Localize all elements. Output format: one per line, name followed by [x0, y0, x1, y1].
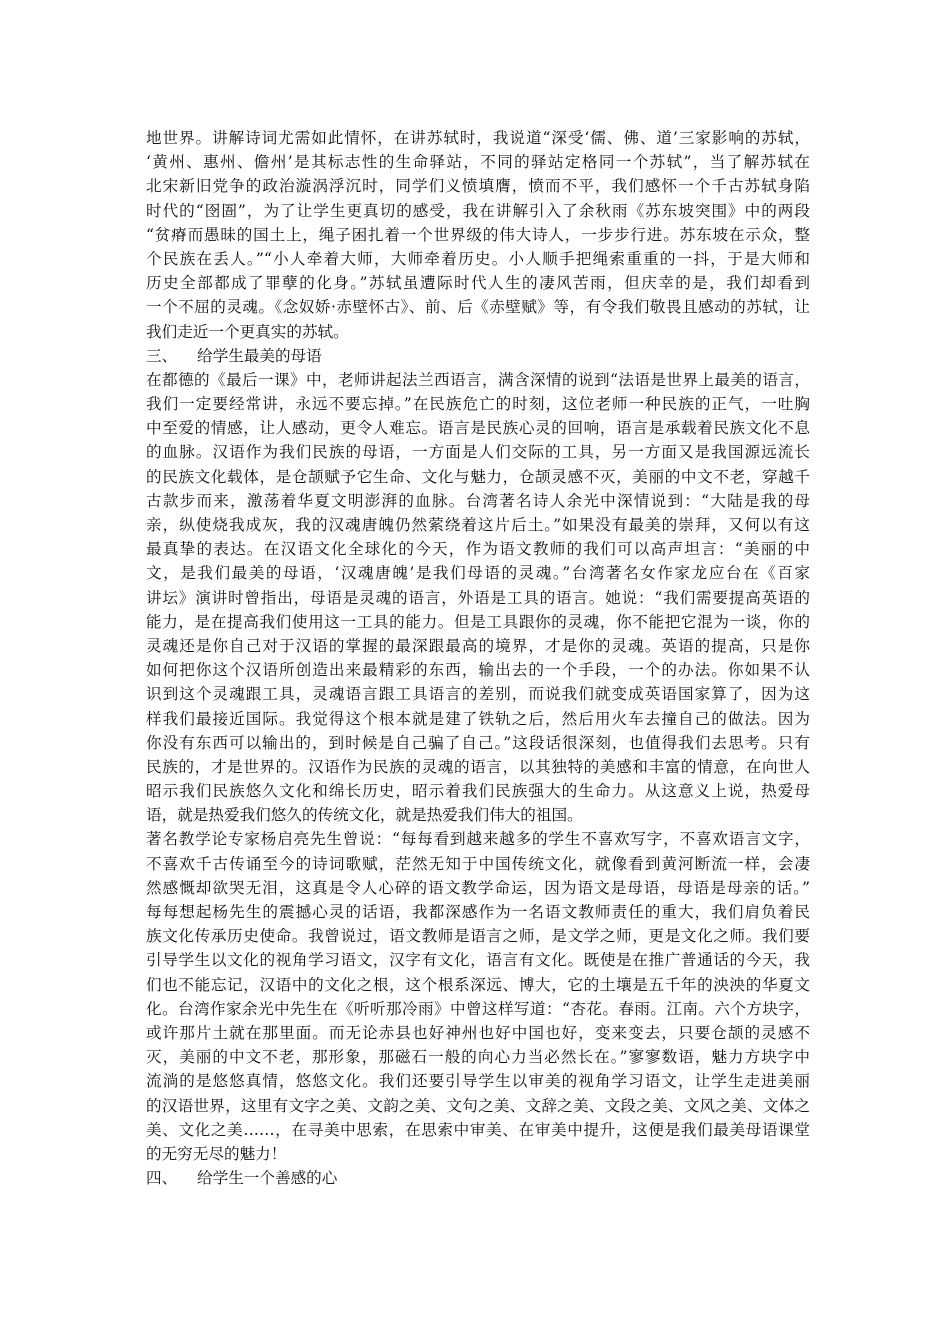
- text-line: 的汉语世界，这里有文字之美、文韵之美、文句之美、文辞之美、文段之美、文风之美、文体之: [146, 1096, 810, 1115]
- document-page: [146, 126, 810, 1190]
- text-line: 亲，纵使烧我成灰，我的汉魂唐魄仍然萦绕着这片后土。”如果没有最美的崇拜，又何以有这: [146, 516, 810, 534]
- text-line: 一个不屈的灵魂。《念奴娇·赤壁怀古》、前、后《赤壁赋》等，有令我们敬畏且感动的苏轼，让: [146, 298, 810, 317]
- text-line: “贫瘠而愚昧的国土上，绳子困扎着一个世界级的伟大诗人，一步步行进。苏东坡在示众，整: [146, 225, 810, 244]
- text-line: 时代的“囹圄”，为了让学生更真切的感受，我在讲解引入了余秋雨《苏东坡突围》中的两段: [146, 201, 810, 220]
- text-line: 古款步而来，激荡着华夏文明澎湃的血脉。台湾著名诗人余光中深情说到：“大陆是我的母: [146, 491, 810, 510]
- text-line: 你没有东西可以输出的，到时候是自己骗了自己。”这段话很深刻，也值得我们去思考。只有: [146, 733, 810, 752]
- text-line: 灭，美丽的中文不老，那形象，那磁石一般的向心力当必然长在。”寥寥数语，魅力方块字中: [146, 1048, 810, 1067]
- text-line: 如何把你这个汉语所创造出来最精彩的东西，输出去的一个手段，一个的办法。你如果不认: [146, 661, 810, 680]
- text-line: 不喜欢千古传诵至今的诗词歌赋，茫然无知于中国传统文化，就像看到黄河断流一样，会凄: [146, 854, 810, 873]
- text-line: 语，就是热爱我们悠久的传统文化，就是热爱我们伟大的祖国。: [146, 806, 583, 825]
- text-line: 美、文化之美……，在寻美中思索，在思索中审美、在审美中提升，这便是我们最美母语课堂: [146, 1120, 810, 1139]
- body-paragraph: [146, 126, 810, 344]
- text-line: 化。台湾作家余光中先生在《听听那冷雨》中曾这样写道：“杏花。春雨。江南。六个方块字，: [146, 999, 810, 1018]
- text-line: 或许那片土就在那里面。而无论赤县也好神州也好中国也好，变来变去，只要仓颉的灵感不: [146, 1023, 810, 1042]
- text-line: 我们走近一个更真实的苏轼。: [146, 322, 349, 341]
- text-line: 能力，是在提高我们使用这一工具的能力。但是工具跟你的灵魂，你不能把它混为一谈，你的: [146, 612, 810, 631]
- heading-line: 三、 给学生最美的母语: [146, 346, 322, 365]
- text-line: 识到这个灵魂跟工具，灵魂语言跟工具语言的差别，而说我们就变成英语国家算了，因为这: [146, 685, 810, 704]
- text-line: 引导学生以文化的视角学习语文，汉字有文化，语言有文化。既使是在推广普通话的今天，我: [146, 951, 810, 970]
- text-line: 的血脉。汉语作为我们民族的母语，一方面是人们交际的工具，另一方面又是我国源远流长: [146, 443, 810, 462]
- text-line: 历史全部都成了罪孽的化身。”苏轼虽遭际时代人生的凄风苦雨，但庆幸的是，我们却看到: [146, 274, 810, 293]
- text-line: 民族的，才是世界的。汉语作为民族的灵魂的语言，以其独特的美感和丰富的情意，在向世人: [146, 757, 810, 776]
- text-line: 灵魂还是你自己对于汉语的掌握的最深跟最高的境界，才是你的灵魂。英语的提高，只是你: [146, 636, 810, 655]
- text-line: ‘黄州、惠州、儋州’是其标志性的生命驿站，不同的驿站定格同一个苏轼”，当了解苏轼在: [146, 153, 810, 172]
- text-line: 北宋新旧党争的政治漩涡浮沉时，同学们义愤填膺，愤而不平，我们感怀一个千古苏轼身陷: [146, 177, 810, 196]
- text-line: 文，是我们最美的母语，‘汉魂唐魄’是我们母语的灵魂。”台湾著名女作家龙应台在《百家: [146, 564, 810, 583]
- text-line: 流淌的是悠悠真情，悠悠文化。我们还要引导学生以审美的视角学习语文，让学生走进美丽: [146, 1072, 810, 1091]
- text-line: 著名教学论专家杨启亮先生曾说：“每每看到越来越多的学生不喜欢写字，不喜欢语言文字，: [146, 830, 810, 849]
- heading-line: 四、 给学生一个善感的心: [146, 1169, 338, 1188]
- text-line: 们也不能忘记，汉语中的文化之根，这个根系深远、博大，它的土壤是五千年的泱泱的华夏文: [146, 975, 810, 994]
- text-line: 昭示我们民族悠久文化和绵长历史，昭示着我们民族强大的生命力。从这意义上说，热爱母: [146, 782, 810, 801]
- text-line: 族文化传承历史使命。我曾说过，语文教师是语言之师，是文学之师，更是文化之师。我们要: [146, 927, 810, 946]
- text-line: 个民族在丢人。”“小人牵着大师，大师牵着历史。小人顺手把绳索重重的一抖，于是大师和: [146, 249, 810, 268]
- text-line: 最真挚的表达。在汉语文化全球化的今天，作为语文教师的我们可以高声坦言：“美丽的中: [146, 540, 810, 559]
- section-heading: [146, 344, 810, 368]
- text-line: 中至爱的情感，让人感动，更令人难忘。语言是民族心灵的回响，语言是承载着民族文化不息: [146, 419, 810, 438]
- text-line: 样我们最接近国际。我觉得这个根本就是建了铁轨之后，然后用火车去撞自己的做法。因为: [146, 709, 810, 728]
- body-paragraph: [146, 827, 810, 1166]
- text-line: 的民族文化载体，是仓颉赋予它生命、文化与魅力，仓颉灵感不灭，美丽的中文不老，穿越千: [146, 467, 810, 486]
- text-line: 讲坛》演讲时曾指出，母语是灵魂的语言，外语是工具的语言。她说：“我们需要提高英语的: [146, 588, 810, 607]
- text-line: 的无穷无尽的魅力！: [146, 1144, 287, 1163]
- text-line: 然感慨却欲哭无泪，这真是令人心碎的语文教学命运，因为语文是母语，母语是母亲的话。”: [146, 878, 810, 897]
- text-line: 我们一定要经常讲，永远不要忘掉。”在民族危亡的时刻，这位老师一种民族的正气，一吐胸: [146, 395, 810, 414]
- text-line: 每每想起杨先生的震撼心灵的话语，我都深感作为一名语文教师责任的重大，我们肩负着民: [146, 903, 810, 921]
- section-heading: [146, 1166, 810, 1190]
- text-line: 在都德的《最后一课》中，老师讲起法兰西语言，满含深情的说到“法语是世界上最美的语言，: [146, 370, 810, 389]
- body-paragraph: [146, 368, 810, 828]
- text-line: 地世界。讲解诗词尤需如此情怀，在讲苏轼时，我说道“深受‘儒、佛、道’三家影响的苏轼，: [146, 129, 810, 147]
